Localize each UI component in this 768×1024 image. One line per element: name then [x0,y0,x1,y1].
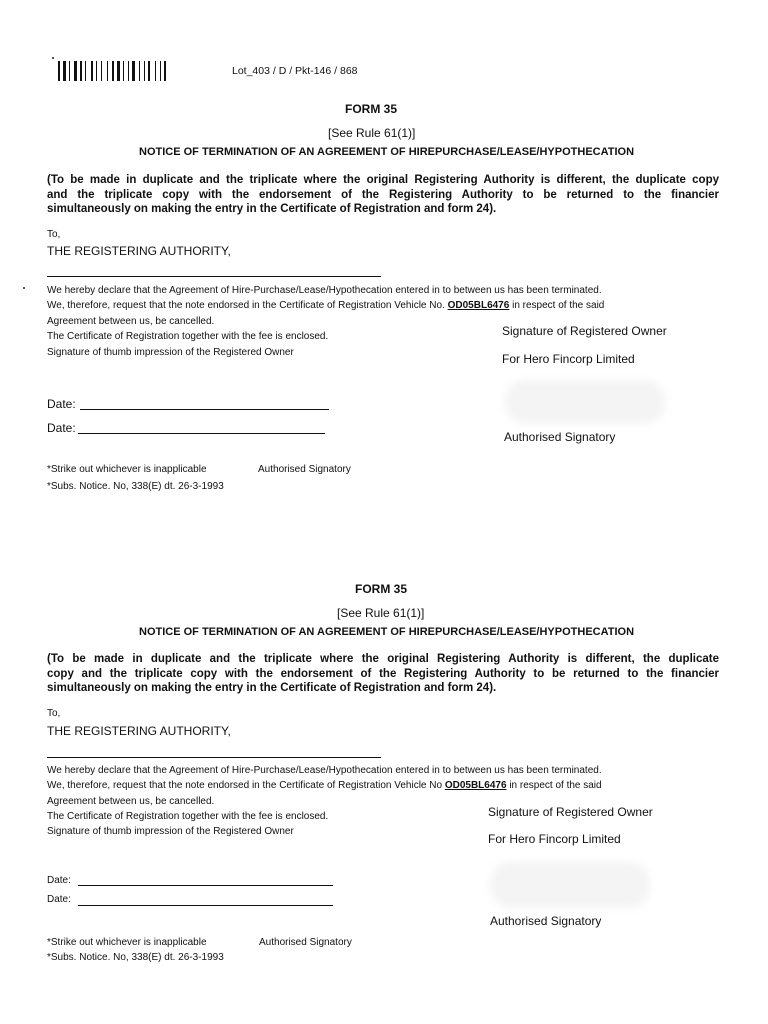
strike-note: *Strike out whichever is inapplicable [47,937,207,948]
barcode-bar [74,61,77,81]
declaration-prefix: We, therefore, request that the note endorsed in the Certificate of Registration Vehicle No. [47,300,445,311]
declaration-line: Agreement between us, be cancelled. [47,316,215,327]
date-line [78,905,333,906]
vehicle-number: OD05BL6476 [447,300,510,311]
instruction-line: (To be made in duplicate and the triplicate where the original Registering Authority is different, the duplicate [47,653,719,665]
address-line [47,757,381,758]
date-line [78,885,333,886]
instruction-line: and the triplicate copy with the endorsement of the Registering Authority to be returned to the financier [47,188,719,201]
signature-stamp [505,380,665,424]
subs-notice: *Subs. Notice. No, 338(E) dt. 26-3-1993 [47,481,224,492]
barcode-bar [155,61,156,81]
barcode-bar [164,61,166,81]
authorised-signatory-label: Authorised Signatory [504,430,616,444]
instruction-line: simultaneously on making the entry in the Certificate of Registration and form 24). [47,682,497,694]
rule-reference: [See Rule 61(1)] [328,126,416,140]
barcode-bar [107,61,108,81]
declaration-line [47,300,604,311]
registering-authority: THE REGISTERING AUTHORITY, [47,244,231,258]
financier-name: For Hero Fincorp Limited [502,352,635,366]
instruction-line: copy and the triplicate copy with the endorsement of the Registering Authority to be returned to the financier [47,667,719,680]
declaration-line: We hereby declare that the Agreement of Hire-Purchase/Lease/Hypothecation entered in to between us has been terminated. [47,285,602,296]
vehicle-number: OD05BL6476 [444,780,507,791]
certificate-line: The Certificate of Registration together with the fee is enclosed. [47,811,329,822]
barcode-bar [85,61,86,81]
address-line [47,276,381,277]
barcode-bar [63,61,66,81]
barcode-bar [58,61,60,81]
lot-number: Lot_403 / D / Pkt-146 / 868 [232,65,358,77]
registered-owner-signature-label: Signature of Registered Owner [488,805,653,819]
strike-authorised-signatory: Authorised Signatory [259,937,352,948]
barcode-bar [123,61,124,81]
instruction-line: simultaneously on making the entry in the Certificate of Registration and form 24). [47,203,497,215]
declaration-line: Agreement between us, be cancelled. [47,796,215,807]
barcode-bar [160,61,161,81]
thumb-impression-line: Signature of thumb impression of the Registered Owner [47,826,294,837]
declaration-line: We hereby declare that the Agreement of Hire-Purchase/Lease/Hypothecation entered in to between us has been terminated. [47,765,602,776]
signature-stamp [490,862,650,908]
barcode-bar [148,61,150,81]
barcode-bar [139,61,140,81]
date-label: Date: [47,894,71,905]
subs-notice: *Subs. Notice. No, 338(E) dt. 26-3-1993 [47,952,224,963]
barcode-bar [101,61,102,81]
barcode-bar [132,61,135,81]
instruction-paragraph [47,173,719,217]
certificate-line: The Certificate of Registration together with the fee is enclosed. [47,331,329,342]
financier-name: For Hero Fincorp Limited [488,832,621,846]
barcode-bar [117,61,120,81]
form-title: FORM 35 [355,582,408,596]
registering-authority: THE REGISTERING AUTHORITY, [47,724,231,738]
barcode-bar [69,61,70,81]
strike-authorised-signatory: Authorised Signatory [258,464,351,475]
to-label: To, [47,708,61,719]
date-line [78,433,325,434]
barcode-bar [96,61,97,81]
barcode-bar [80,61,82,81]
barcode-bar [128,61,129,81]
thumb-impression-line: Signature of thumb impression of the Registered Owner [47,347,294,358]
authorised-signatory-label: Authorised Signatory [490,914,602,928]
notice-heading: NOTICE OF TERMINATION OF AN AGREEMENT OF HIREPURCHASE/LEASE/HYPOTHECATION [139,146,635,158]
strike-note: *Strike out whichever is inapplicable [47,464,207,475]
declaration-line [47,780,602,791]
declaration-prefix: We, therefore, request that the note endorsed in the Certificate of Registration Vehicle No [47,780,443,791]
barcode-bar [91,61,93,81]
instruction-paragraph [47,652,719,696]
scan-speck [23,287,25,289]
form-title: FORM 35 [345,102,398,116]
declaration-suffix: in respect of the said [512,300,605,311]
barcode-bar [144,61,145,81]
registered-owner-signature-label: Signature of Registered Owner [502,324,667,338]
barcode [58,61,198,81]
rule-reference: [See Rule 61(1)] [337,606,425,620]
date-line [80,409,329,410]
date-label: Date: [47,421,76,435]
date-label: Date: [47,397,76,411]
instruction-line: (To be made in duplicate and the triplicate where the original Registering Authority is different, the duplicate copy [47,174,719,186]
to-label: To, [47,229,61,240]
declaration-suffix: in respect of the said [509,780,602,791]
scan-speck [52,57,54,59]
notice-heading: NOTICE OF TERMINATION OF AN AGREEMENT OF HIREPURCHASE/LEASE/HYPOTHECATION [139,626,635,638]
barcode-bar [112,61,114,81]
date-label: Date: [47,875,71,886]
